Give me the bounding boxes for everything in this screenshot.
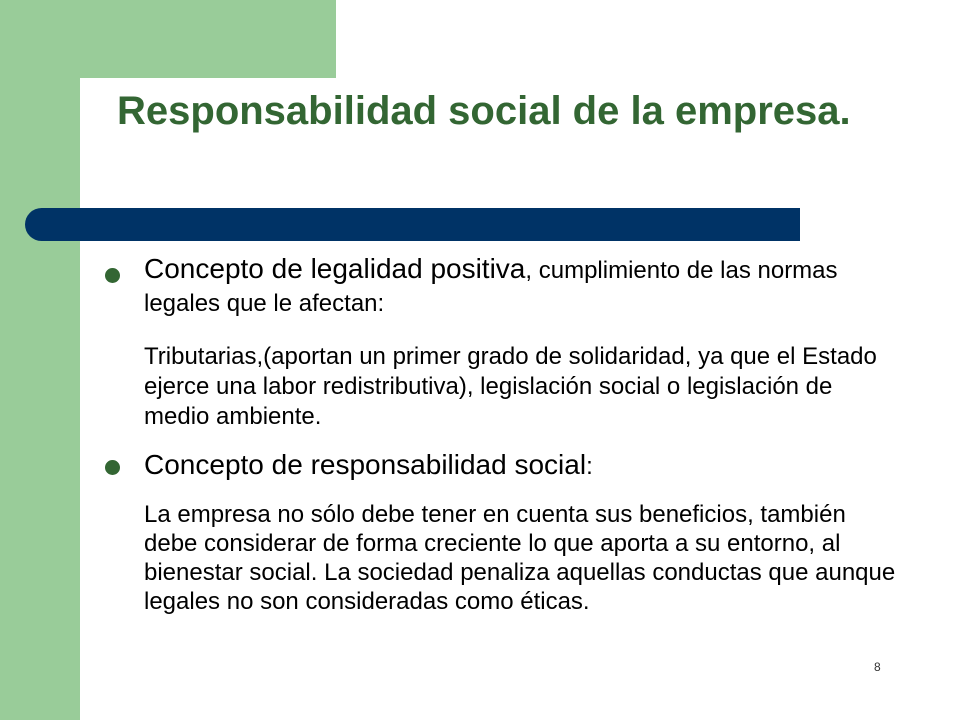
bullet-responsabilidad-rest: : (586, 453, 593, 480)
title-underline-bar (25, 208, 800, 241)
bullet-responsabilidad-lead: Concepto de responsabilidad social (144, 449, 587, 480)
bullet-legalidad-rest: , cumplimiento de las normas legales que le afectan: (144, 257, 838, 317)
slide-number: 8 (874, 660, 881, 674)
bullet-icon (105, 268, 120, 283)
slide-title: Responsabilidad social de la empresa. (117, 89, 851, 133)
bullet-icon (105, 460, 120, 475)
bullet-responsabilidad-social (144, 448, 904, 484)
responsabilidad-detail-text: La empresa no sólo debe tener en cuenta sus beneficios, también debe considerar de forma creciente lo que aporta a su entorno, al bienestar social. La sociedad penaliza aquellas conductas que aunque legales no son consideradas como éticas. (144, 501, 896, 615)
top-green-band (80, 0, 336, 78)
legalidad-detail-text: Tributarias,(aportan un primer grado de solidaridad, ya que el Estado ejerce una labor redistributiva), legislación social o legislación de medio ambiente. (144, 343, 877, 430)
bullet-legalidad-lead: Concepto de legalidad positiva (144, 253, 526, 284)
bullet-legalidad-positiva (144, 252, 904, 320)
left-green-band (0, 0, 80, 720)
